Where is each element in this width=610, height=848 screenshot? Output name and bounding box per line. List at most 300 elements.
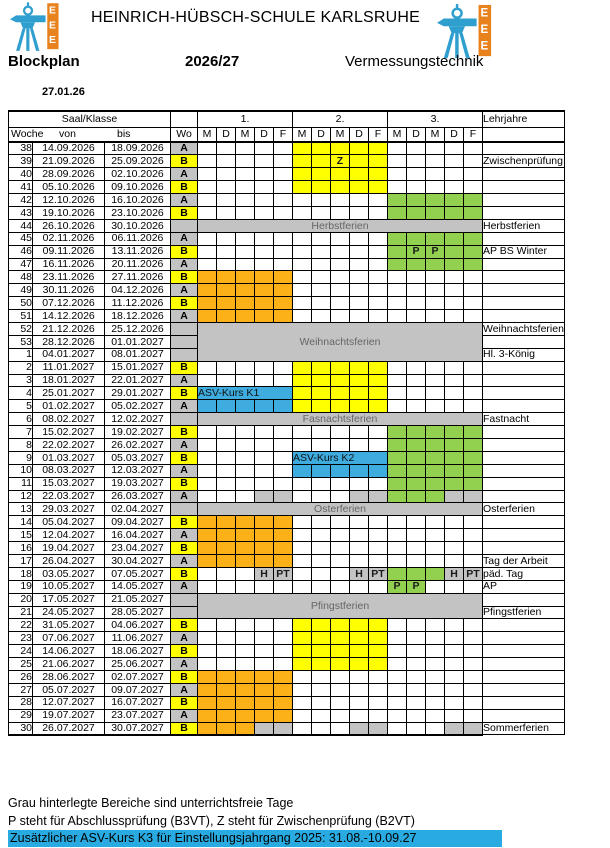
- day-cell: [198, 142, 217, 155]
- date-from: 28.12.2026: [33, 335, 105, 348]
- date-to: 05.03.2027: [105, 451, 171, 464]
- school-logo-left: [10, 2, 62, 58]
- row-annotation: [483, 297, 565, 310]
- day-cell: [255, 645, 274, 658]
- wo-cell: B: [171, 361, 198, 374]
- wo-cell: [171, 335, 198, 348]
- day-cell: [445, 683, 464, 696]
- day-cell: [217, 516, 236, 529]
- day-cell: [407, 271, 426, 284]
- day-cell: [236, 245, 255, 258]
- date-from: 22.02.2027: [33, 438, 105, 451]
- day-cell: [331, 580, 350, 593]
- day-cell: [369, 400, 388, 413]
- day-cell: [312, 645, 331, 658]
- day-cell: [217, 400, 236, 413]
- day-cell: [445, 258, 464, 271]
- day-cell: [274, 194, 293, 207]
- schedule-row-week-14: [9, 516, 565, 529]
- week-number: 45: [9, 232, 33, 245]
- day-cell: [312, 142, 331, 155]
- day-cell: [426, 580, 445, 593]
- wo-cell: [171, 348, 198, 361]
- day-cell: [293, 168, 312, 181]
- row-annotation: [483, 387, 565, 400]
- day-cell: [312, 245, 331, 258]
- week-number: 1: [9, 348, 33, 361]
- row-annotation: [483, 258, 565, 271]
- day-cell: [217, 142, 236, 155]
- day-cell: [331, 696, 350, 709]
- schedule-row-week-52: [9, 322, 565, 335]
- week-number: 41: [9, 181, 33, 194]
- day-header: F: [274, 127, 293, 142]
- day-cell: [236, 490, 255, 503]
- day-cell: [274, 516, 293, 529]
- day-cell: [331, 516, 350, 529]
- day-cell: [369, 361, 388, 374]
- day-cell: [293, 310, 312, 323]
- day-cell: [407, 232, 426, 245]
- schedule-row-week-49: [9, 284, 565, 297]
- date-from: 24.05.2027: [33, 606, 105, 619]
- date-to: 30.07.2027: [105, 722, 171, 735]
- week-number: 29: [9, 709, 33, 722]
- day-cell: [369, 194, 388, 207]
- day-cell: [255, 490, 274, 503]
- week-number: 46: [9, 245, 33, 258]
- day-cell: [445, 387, 464, 400]
- wo-cell: A: [171, 284, 198, 297]
- schedule-row-week-47: [9, 258, 565, 271]
- date-to: 18.09.2026: [105, 142, 171, 155]
- day-cell: [388, 426, 407, 439]
- day-cell: [293, 683, 312, 696]
- day-cell: [217, 709, 236, 722]
- week-number: 7: [9, 426, 33, 439]
- date-from: 03.05.2027: [33, 567, 105, 580]
- day-cell: [217, 567, 236, 580]
- row-annotation: Osterferien: [483, 503, 565, 516]
- day-cell: [312, 258, 331, 271]
- wo-cell: A: [171, 194, 198, 207]
- day-cell: [274, 232, 293, 245]
- day-cell: [331, 542, 350, 555]
- day-cell: [464, 400, 483, 413]
- day-cell: [198, 194, 217, 207]
- day-cell: [388, 529, 407, 542]
- day-cell: [350, 555, 369, 568]
- day-cell: [388, 181, 407, 194]
- day-cell: [274, 709, 293, 722]
- day-cell: [426, 451, 445, 464]
- wo-cell: B: [171, 155, 198, 168]
- week-number: 6: [9, 413, 33, 426]
- week-number: 19: [9, 580, 33, 593]
- wo-cell: A: [171, 310, 198, 323]
- day-cell: [369, 516, 388, 529]
- day-cell: [445, 722, 464, 735]
- date-from: 01.03.2027: [33, 451, 105, 464]
- day-cell: [198, 245, 217, 258]
- day-cell: [274, 658, 293, 671]
- day-cell: [464, 374, 483, 387]
- row-annotation: [483, 438, 565, 451]
- date-from: 05.07.2027: [33, 683, 105, 696]
- day-cell: [464, 297, 483, 310]
- blockplan-body: [9, 142, 565, 735]
- day-cell: [426, 438, 445, 451]
- date-from: 29.03.2027: [33, 503, 105, 516]
- week-number: 5: [9, 400, 33, 413]
- day-cell: [274, 374, 293, 387]
- date-to: 09.04.2027: [105, 516, 171, 529]
- day-cell: [445, 142, 464, 155]
- day-cell: [407, 181, 426, 194]
- date-to: 25.09.2026: [105, 155, 171, 168]
- row-annotation: [483, 451, 565, 464]
- day-cell: [217, 722, 236, 735]
- day-cell: [331, 709, 350, 722]
- date-to: 09.10.2026: [105, 181, 171, 194]
- day-cell: [274, 619, 293, 632]
- day-cell: [217, 245, 236, 258]
- day-cell: [464, 194, 483, 207]
- week-number: 15: [9, 529, 33, 542]
- day-cell: [369, 374, 388, 387]
- day-cell: [255, 310, 274, 323]
- day-cell: [312, 683, 331, 696]
- day-cell: [426, 155, 445, 168]
- day-cell: [293, 671, 312, 684]
- date-to: 20.11.2026: [105, 258, 171, 271]
- day-cell: [445, 580, 464, 593]
- date-to: 14.05.2027: [105, 580, 171, 593]
- date-to: 13.11.2026: [105, 245, 171, 258]
- day-header: D: [350, 127, 369, 142]
- week-number: 21: [9, 606, 33, 619]
- day-cell: [217, 683, 236, 696]
- day-cell: [331, 555, 350, 568]
- date-from: 02.11.2026: [33, 232, 105, 245]
- week-number: 22: [9, 619, 33, 632]
- day-cell: [312, 619, 331, 632]
- day-cell: [312, 542, 331, 555]
- day-cell: [293, 619, 312, 632]
- date-to: 29.01.2027: [105, 387, 171, 400]
- day-cell: [350, 387, 369, 400]
- day-cell: [388, 567, 407, 580]
- surveying-instrument-icon: [10, 2, 62, 53]
- day-cell: [331, 477, 350, 490]
- day-header: D: [445, 127, 464, 142]
- day-cell: [293, 722, 312, 735]
- day-cell: [445, 529, 464, 542]
- day-cell: [274, 155, 293, 168]
- date-from: 25.01.2027: [33, 387, 105, 400]
- day-cell: [312, 361, 331, 374]
- day-cell: [293, 284, 312, 297]
- day-cell: [217, 258, 236, 271]
- schedule-row-week-7: [9, 426, 565, 439]
- date-to: 11.06.2027: [105, 632, 171, 645]
- day-cell: [464, 206, 483, 219]
- row-annotation: [483, 232, 565, 245]
- wo-cell: [171, 219, 198, 232]
- day-cell: [407, 722, 426, 735]
- day-cell: [350, 258, 369, 271]
- schedule-row-week-30: [9, 722, 565, 735]
- day-cell: [464, 258, 483, 271]
- day-cell: [198, 683, 217, 696]
- day-cell: [426, 142, 445, 155]
- day-cell: [293, 194, 312, 207]
- week-number: 13: [9, 503, 33, 516]
- week-number: 44: [9, 219, 33, 232]
- day-cell: [464, 658, 483, 671]
- row-annotation: [483, 671, 565, 684]
- day-header: D: [312, 127, 331, 142]
- day-cell: PT: [369, 567, 388, 580]
- holiday-bar: Pfingstferien: [198, 593, 483, 619]
- wo-cell: B: [171, 451, 198, 464]
- day-cell: [312, 168, 331, 181]
- day-cell: [445, 297, 464, 310]
- day-cell: [407, 310, 426, 323]
- date-from: 19.04.2027: [33, 542, 105, 555]
- day-cell: PT: [274, 567, 293, 580]
- day-cell: [331, 194, 350, 207]
- day-cell: [445, 632, 464, 645]
- date-from: 04.01.2027: [33, 348, 105, 361]
- wo-cell: B: [171, 206, 198, 219]
- day-cell: [198, 271, 217, 284]
- day-cell: [312, 567, 331, 580]
- week-number: 43: [9, 206, 33, 219]
- day-cell: [255, 426, 274, 439]
- date-from: 08.03.2027: [33, 464, 105, 477]
- week-number: 12: [9, 490, 33, 503]
- day-cell: [274, 555, 293, 568]
- day-cell: [255, 155, 274, 168]
- day-cell: [350, 696, 369, 709]
- day-cell: [293, 206, 312, 219]
- day-cell: [331, 142, 350, 155]
- wo-cell: [171, 413, 198, 426]
- day-cell: [445, 284, 464, 297]
- day-cell: [293, 529, 312, 542]
- day-cell: [350, 206, 369, 219]
- day-cell: [312, 490, 331, 503]
- schedule-row-week-9: [9, 451, 565, 464]
- day-cell: [198, 374, 217, 387]
- day-cell: [312, 516, 331, 529]
- day-cell: [236, 567, 255, 580]
- date-from: 17.05.2027: [33, 593, 105, 606]
- date-from: 07.12.2026: [33, 297, 105, 310]
- day-cell: [274, 168, 293, 181]
- day-cell: [236, 181, 255, 194]
- day-cell: [407, 671, 426, 684]
- day-cell: [388, 310, 407, 323]
- day-cell: [369, 168, 388, 181]
- day-cell: [217, 284, 236, 297]
- day-cell: [445, 709, 464, 722]
- date-to: 22.01.2027: [105, 374, 171, 387]
- day-cell: [388, 619, 407, 632]
- day-cell: [388, 464, 407, 477]
- day-cell: [407, 709, 426, 722]
- day-cell: [388, 542, 407, 555]
- day-cell: [293, 696, 312, 709]
- wo-cell: A: [171, 658, 198, 671]
- week-number: 42: [9, 194, 33, 207]
- row-annotation: [483, 335, 565, 348]
- day-cell: [445, 426, 464, 439]
- wo-cell: [171, 503, 198, 516]
- date-to: 12.02.2027: [105, 413, 171, 426]
- schedule-row-week-51: [9, 310, 565, 323]
- day-cell: [236, 722, 255, 735]
- week-from-to-header: Woche von bis: [9, 127, 171, 142]
- row-annotation: [483, 516, 565, 529]
- day-cell: [293, 181, 312, 194]
- day-cell: [407, 374, 426, 387]
- legend-asv-k3-highlight: Zusätzlicher ASV-Kurs K3 für Einstellungsjahrgang 2025: 31.08.-10.09.27: [8, 830, 502, 847]
- schedule-row-week-16: [9, 542, 565, 555]
- day-cell: [274, 245, 293, 258]
- day-cell: [236, 426, 255, 439]
- header-spacer: [483, 127, 565, 142]
- date-from: 21.06.2027: [33, 658, 105, 671]
- day-cell: [255, 168, 274, 181]
- day-cell: [426, 374, 445, 387]
- date-to: 02.07.2027: [105, 671, 171, 684]
- week-number: 14: [9, 516, 33, 529]
- corner-header: Saal/Klasse: [9, 111, 171, 127]
- wo-cell: [171, 593, 198, 606]
- day-cell: [350, 683, 369, 696]
- day-cell: [369, 232, 388, 245]
- day-cell: [388, 477, 407, 490]
- day-cell: [274, 271, 293, 284]
- day-cell: [198, 709, 217, 722]
- day-cell: [464, 477, 483, 490]
- date-from: 05.04.2027: [33, 516, 105, 529]
- legend-gray-note: Grau hinterlegte Bereiche sind unterrichtsfreie Tage: [8, 796, 294, 810]
- day-cell: [312, 696, 331, 709]
- wo-cell: B: [171, 297, 198, 310]
- day-cell: [464, 580, 483, 593]
- day-cell: [236, 258, 255, 271]
- day-cell: [331, 619, 350, 632]
- day-cell: [464, 645, 483, 658]
- day-cell: [255, 181, 274, 194]
- schedule-row-week-12: [9, 490, 565, 503]
- day-cell: H: [350, 567, 369, 580]
- day-cell: [388, 709, 407, 722]
- week-number: 47: [9, 258, 33, 271]
- day-cell: [255, 361, 274, 374]
- day-cell: [198, 671, 217, 684]
- wo-cell: B: [171, 271, 198, 284]
- day-header: M: [388, 127, 407, 142]
- day-cell: [445, 168, 464, 181]
- day-cell: [312, 400, 331, 413]
- day-header: D: [407, 127, 426, 142]
- day-cell: [236, 464, 255, 477]
- day-cell: [293, 400, 312, 413]
- date-from: 12.10.2026: [33, 194, 105, 207]
- row-annotation: AP: [483, 580, 565, 593]
- schedule-row-week-41: [9, 181, 565, 194]
- day-cell: [293, 155, 312, 168]
- day-cell: [293, 645, 312, 658]
- day-cell: [350, 709, 369, 722]
- day-cell: [274, 181, 293, 194]
- day-cell: [312, 464, 331, 477]
- week-number: 4: [9, 387, 33, 400]
- day-cell: [407, 567, 426, 580]
- wo-cell: B: [171, 671, 198, 684]
- day-cell: [350, 297, 369, 310]
- row-annotation: [483, 645, 565, 658]
- row-annotation: [483, 542, 565, 555]
- day-cell: [236, 361, 255, 374]
- wo-cell: A: [171, 580, 198, 593]
- row-annotation: [483, 632, 565, 645]
- week-number: 8: [9, 438, 33, 451]
- date-from: 28.09.2026: [33, 168, 105, 181]
- day-cell: [407, 400, 426, 413]
- day-cell: PT: [464, 567, 483, 580]
- day-cell: [236, 155, 255, 168]
- day-cell: [274, 142, 293, 155]
- day-cell: [274, 529, 293, 542]
- day-cell: [293, 490, 312, 503]
- day-cell: [274, 477, 293, 490]
- date-to: 28.05.2027: [105, 606, 171, 619]
- day-cell: [198, 722, 217, 735]
- day-cell: [312, 155, 331, 168]
- wo-cell: B: [171, 426, 198, 439]
- day-cell: [350, 232, 369, 245]
- day-cell: [426, 696, 445, 709]
- day-cell: [293, 580, 312, 593]
- day-cell: [426, 516, 445, 529]
- schedule-row-week-4: [9, 387, 565, 400]
- wo-cell: A: [171, 374, 198, 387]
- day-cell: [293, 555, 312, 568]
- wo-cell: A: [171, 555, 198, 568]
- day-cell: [407, 155, 426, 168]
- schedule-row-week-18: [9, 567, 565, 580]
- day-cell: [445, 451, 464, 464]
- year-group-header-3: 3.: [388, 111, 483, 127]
- day-cell: [293, 245, 312, 258]
- day-cell: [236, 658, 255, 671]
- day-cell: [388, 258, 407, 271]
- day-cell: [331, 645, 350, 658]
- day-cell: [350, 361, 369, 374]
- day-cell: [274, 400, 293, 413]
- date-to: 25.12.2026: [105, 322, 171, 335]
- day-cell: [426, 542, 445, 555]
- day-cell: [350, 168, 369, 181]
- date-to: 07.05.2027: [105, 567, 171, 580]
- row-annotation: [483, 464, 565, 477]
- row-annotation: päd. Tag: [483, 567, 565, 580]
